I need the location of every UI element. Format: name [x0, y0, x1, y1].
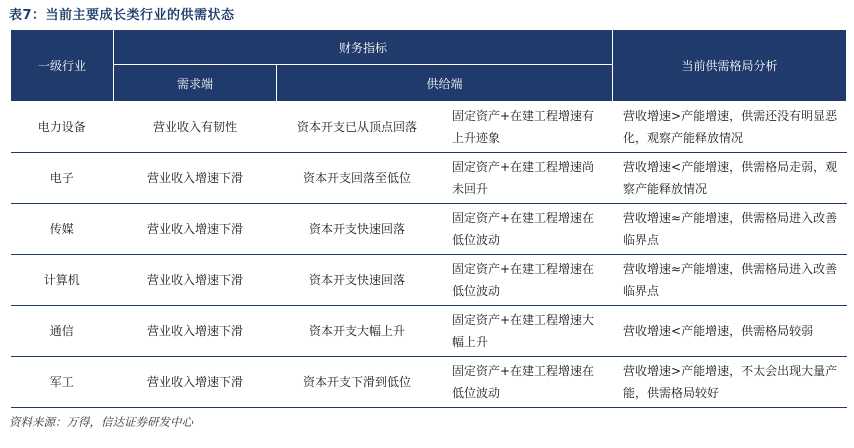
- cell-assets: 固定资产+在建工程增速在低位波动: [438, 357, 613, 408]
- cell-industry: 电子: [11, 153, 114, 204]
- cell-assets: 固定资产+在建工程增速在低位波动: [438, 255, 613, 306]
- cell-industry: 通信: [11, 306, 114, 357]
- cell-demand: 营业收入增速下滑: [114, 153, 277, 204]
- cell-demand: 营业收入增速下滑: [114, 357, 277, 408]
- table-body: [11, 102, 847, 408]
- cell-analysis: 营收增速≈产能增速，供需格局进入改善临界点: [613, 255, 847, 306]
- cell-assets: 固定资产+在建工程增速尚未回升: [438, 153, 613, 204]
- cell-analysis: 营收增速>产能增速，不太会出现大量产能，供需格局较好: [613, 357, 847, 408]
- header-row-1: [11, 30, 847, 65]
- cell-industry: 传媒: [11, 204, 114, 255]
- cell-capex: 资本开支快速回落: [277, 204, 438, 255]
- cell-capex: 资本开支回落至低位: [277, 153, 438, 204]
- table-title: 表7：当前主要成长类行业的供需状态: [9, 8, 235, 23]
- source-note: 资料来源：万得，信达证券研发中心: [9, 415, 193, 429]
- cell-analysis: 营收增速<产能增速，供需格局较弱: [613, 306, 847, 357]
- header-industry: 一级行业: [11, 30, 114, 102]
- header-demand: 需求端: [114, 65, 277, 102]
- cell-demand: 营业收入增速下滑: [114, 204, 277, 255]
- header-financial: 财务指标: [114, 30, 613, 65]
- table-header: [11, 30, 847, 102]
- cell-analysis: 营收增速>产能增速，供需还没有明显恶化，观察产能释放情况: [613, 102, 847, 153]
- cell-demand: 营业收入有韧性: [114, 102, 277, 153]
- table-row: [11, 255, 847, 306]
- cell-capex: 资本开支下滑到低位: [277, 357, 438, 408]
- cell-capex: 资本开支快速回落: [277, 255, 438, 306]
- cell-assets: 固定资产+在建工程增速在低位波动: [438, 204, 613, 255]
- cell-capex: 资本开支大幅上升: [277, 306, 438, 357]
- cell-assets: 固定资产+在建工程增速大幅上升: [438, 306, 613, 357]
- cell-industry: 电力设备: [11, 102, 114, 153]
- cell-demand: 营业收入增速下滑: [114, 255, 277, 306]
- table-row: [11, 357, 847, 408]
- cell-capex: 资本开支已从顶点回落: [277, 102, 438, 153]
- cell-analysis: 营收增速≈产能增速，供需格局进入改善临界点: [613, 204, 847, 255]
- header-supply: 供给端: [277, 65, 613, 102]
- table-row: [11, 102, 847, 153]
- table-row: [11, 204, 847, 255]
- supply-demand-table-container: [10, 29, 846, 408]
- table-row: [11, 153, 847, 204]
- header-analysis: 当前供需格局分析: [613, 30, 847, 102]
- cell-assets: 固定资产+在建工程增速有上升迹象: [438, 102, 613, 153]
- cell-demand: 营业收入增速下滑: [114, 306, 277, 357]
- cell-industry: 计算机: [11, 255, 114, 306]
- cell-industry: 军工: [11, 357, 114, 408]
- cell-analysis: 营收增速<产能增速，供需格局走弱，观察产能释放情况: [613, 153, 847, 204]
- table-row: [11, 306, 847, 357]
- supply-demand-table: [10, 29, 847, 408]
